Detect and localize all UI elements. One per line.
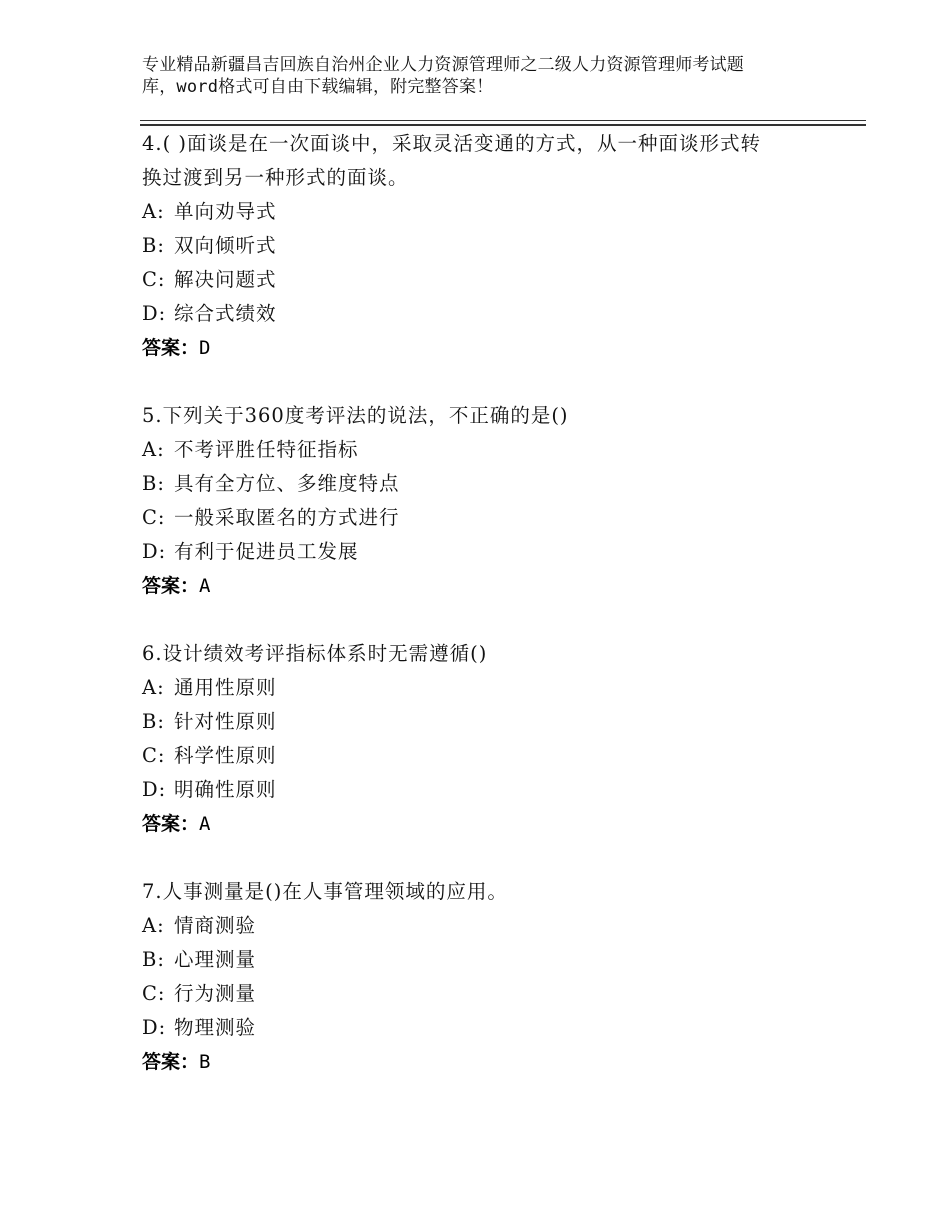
question-text-line-1: 7.人事测量是()在人事管理领域的应用。 bbox=[142, 880, 508, 903]
option-a bbox=[142, 909, 842, 943]
option-letter: A: bbox=[142, 676, 165, 699]
answer-value: D bbox=[199, 337, 211, 359]
option-letter: A: bbox=[142, 914, 165, 937]
option-text: 单向劝导式 bbox=[174, 200, 277, 223]
option-letter: B: bbox=[142, 234, 165, 257]
option-text: 综合式绩效 bbox=[174, 302, 277, 325]
option-text: 一般采取匿名的方式进行 bbox=[174, 506, 400, 529]
option-c bbox=[142, 739, 842, 773]
question-4 bbox=[142, 127, 842, 365]
option-letter: B: bbox=[142, 948, 165, 971]
document-header bbox=[142, 54, 822, 98]
option-letter: B: bbox=[142, 710, 165, 733]
header-divider-thin bbox=[140, 120, 866, 121]
answer-line bbox=[142, 331, 842, 365]
option-b bbox=[142, 705, 842, 739]
option-c bbox=[142, 501, 842, 535]
option-text: 通用性原则 bbox=[174, 676, 277, 699]
question-list bbox=[142, 127, 842, 1079]
option-letter: C: bbox=[142, 982, 166, 1005]
option-c bbox=[142, 263, 842, 297]
header-divider-thick bbox=[140, 124, 866, 126]
option-letter: D: bbox=[142, 778, 167, 801]
header-line-2: 库，word格式可自由下载编辑，附完整答案！ bbox=[142, 77, 494, 97]
option-text: 双向倾听式 bbox=[174, 234, 277, 257]
answer-value: A bbox=[199, 813, 211, 835]
option-letter: D: bbox=[142, 540, 167, 563]
question-7 bbox=[142, 875, 842, 1079]
answer-label: 答案： bbox=[142, 575, 200, 597]
question-text bbox=[142, 127, 822, 195]
question-5 bbox=[142, 399, 842, 603]
option-d bbox=[142, 773, 842, 807]
option-text: 情商测验 bbox=[174, 914, 257, 937]
question-text-line-1: 6.设计绩效考评指标体系时无需遵循() bbox=[142, 642, 488, 665]
option-text: 物理测验 bbox=[174, 1016, 257, 1039]
option-letter: C: bbox=[142, 744, 166, 767]
answer-line bbox=[142, 569, 842, 603]
answer-label: 答案： bbox=[142, 813, 200, 835]
option-letter: A: bbox=[142, 438, 165, 461]
option-letter: C: bbox=[142, 268, 166, 291]
answer-line bbox=[142, 1045, 842, 1079]
header-line-1: 专业精品新疆昌吉回族自治州企业人力资源管理师之二级人力资源管理师考试题 bbox=[142, 55, 744, 75]
answer-label: 答案： bbox=[142, 1051, 200, 1073]
option-text: 不考评胜任特征指标 bbox=[174, 438, 359, 461]
option-text: 科学性原则 bbox=[174, 744, 277, 767]
answer-label: 答案： bbox=[142, 337, 200, 359]
option-b bbox=[142, 943, 842, 977]
option-d bbox=[142, 535, 842, 569]
answer-value: A bbox=[199, 575, 211, 597]
option-text: 有利于促进员工发展 bbox=[174, 540, 359, 563]
option-text: 行为测量 bbox=[174, 982, 257, 1005]
option-letter: B: bbox=[142, 472, 165, 495]
option-a bbox=[142, 671, 842, 705]
question-text bbox=[142, 875, 822, 909]
option-text: 具有全方位、多维度特点 bbox=[174, 472, 400, 495]
option-c bbox=[142, 977, 842, 1011]
option-letter: D: bbox=[142, 1016, 167, 1039]
question-6 bbox=[142, 637, 842, 841]
option-text: 明确性原则 bbox=[174, 778, 277, 801]
question-text-line-1: 5.下列关于360度考评法的说法，不正确的是() bbox=[142, 404, 569, 427]
question-text-line-2: 换过渡到另一种形式的面谈。 bbox=[142, 166, 409, 189]
question-text bbox=[142, 637, 822, 671]
option-letter: C: bbox=[142, 506, 166, 529]
option-letter: D: bbox=[142, 302, 167, 325]
option-text: 解决问题式 bbox=[174, 268, 277, 291]
option-letter: A: bbox=[142, 200, 165, 223]
option-d bbox=[142, 1011, 842, 1045]
answer-line bbox=[142, 807, 842, 841]
option-b bbox=[142, 229, 842, 263]
question-text-line-1: 4.( )面谈是在一次面谈中，采取灵活变通的方式，从一种面谈形式转 bbox=[142, 132, 762, 155]
option-a bbox=[142, 195, 842, 229]
option-b bbox=[142, 467, 842, 501]
question-text bbox=[142, 399, 822, 433]
option-d bbox=[142, 297, 842, 331]
answer-value: B bbox=[199, 1051, 211, 1073]
option-text: 心理测量 bbox=[174, 948, 257, 971]
option-text: 针对性原则 bbox=[174, 710, 277, 733]
option-a bbox=[142, 433, 842, 467]
